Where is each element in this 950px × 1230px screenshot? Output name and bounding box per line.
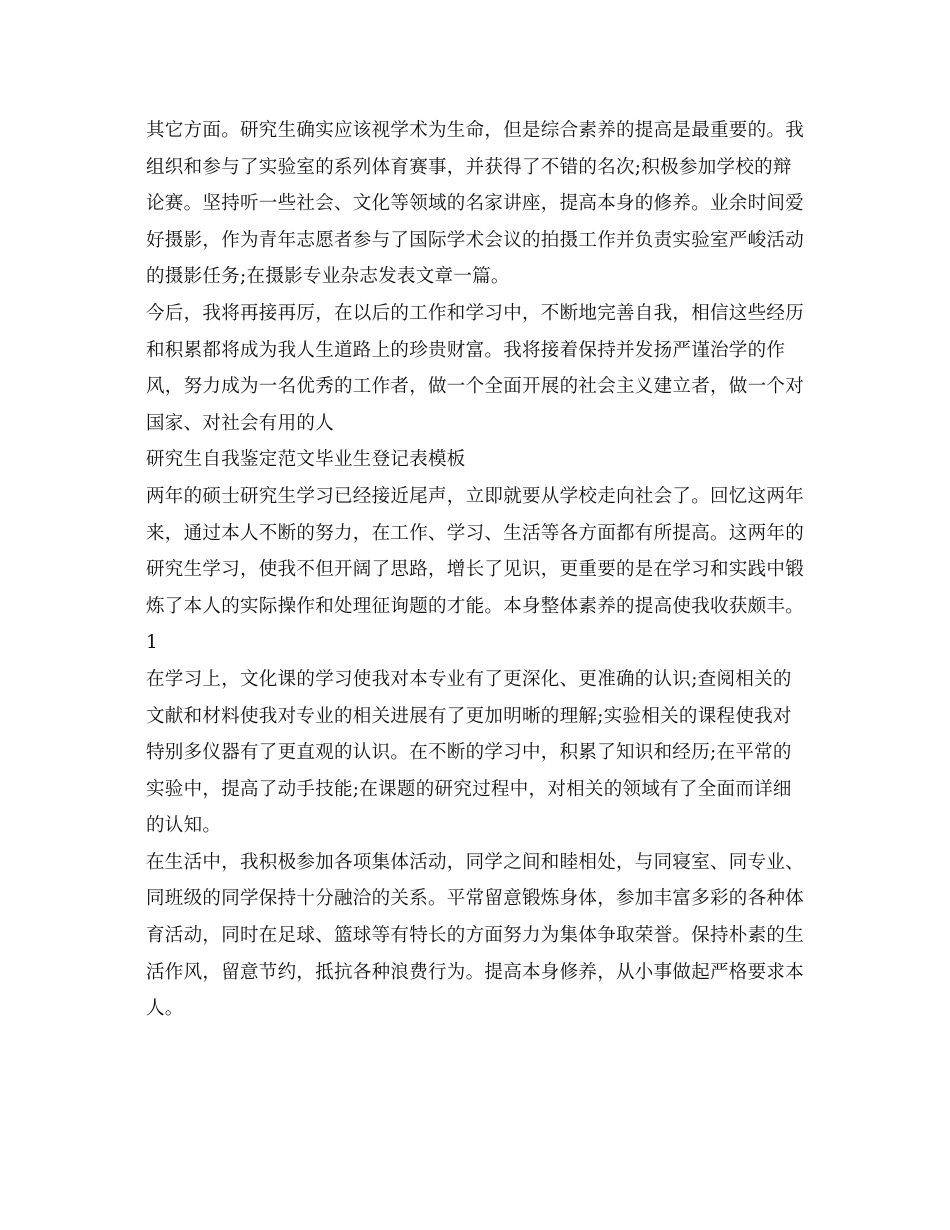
text-line: 在生活中，我积极参加各项集体活动，同学之间和睦相处，与同寝室、同专业、 bbox=[146, 851, 805, 873]
paragraph-study bbox=[146, 662, 804, 845]
text-line: 在学习上，文化课的学习使我对本专业有了更深化、更准确的认识;查阅相关的 bbox=[146, 668, 792, 690]
text-line: 人。 bbox=[146, 998, 184, 1020]
text-line: 特别多仪器有了更直观的认识。在不断的学习中，积累了知识和经历;在平常的 bbox=[146, 742, 792, 764]
text-line: 国家、对社会有用的人 bbox=[146, 412, 335, 434]
paragraph-life bbox=[146, 845, 804, 1028]
text-line: 好摄影，作为青年志愿者参与了国际学术会议的拍摄工作并负责实验室严峻活动 bbox=[146, 229, 805, 251]
section-heading: 研究生自我鉴定范文毕业生登记表模板 bbox=[146, 449, 466, 471]
paragraph-two-years bbox=[146, 479, 804, 625]
text-line: 的摄影任务;在摄影专业杂志发表文章一篇。 bbox=[146, 266, 510, 288]
text-line: 和积累都将成为我人生道路上的珍贵财富。我将接着保持并发扬严谨治学的作 bbox=[146, 339, 786, 361]
text-line: 实验中，提高了动手技能;在课题的研究过程中，对相关的领域有了全面而详细 bbox=[146, 778, 792, 800]
text-line: 其它方面。研究生确实应该视学术为生命，但是综合素养的提高是最重要的。我 bbox=[146, 120, 805, 141]
document-body bbox=[146, 113, 804, 1028]
text-line: 组织和参与了实验室的系列体育赛事，并获得了不错的名次;积极参加学校的辩 bbox=[146, 156, 792, 178]
text-line: 风，努力成为一名优秀的工作者，做一个全面开展的社会主义建立者，做一个对 bbox=[146, 376, 805, 398]
text-line: 活作风，留意节约，抵抗各种浪费行为。提高本身修养，从小事做起严格要求本 bbox=[146, 961, 805, 983]
text-line: 炼了本人的实际操作和处理征询题的才能。本身整体素养的提高使我收获颇丰。 bbox=[146, 595, 805, 617]
text-line: 今后，我将再接再厉，在以后的工作和学习中，不断地完善自我，相信这些经历 bbox=[146, 302, 805, 324]
text-line: 论赛。坚持听一些社会、文化等领域的名家讲座，提高本身的修养。业余时间爱 bbox=[146, 193, 805, 215]
text-line: 来，通过本人不断的努力，在工作、学习、生活等各方面都有所提高。这两年的 bbox=[146, 522, 805, 544]
text-line: 同班级的同学保持十分融洽的关系。平常留意锻炼身体，参加丰富多彩的各种体 bbox=[146, 888, 805, 910]
paragraph-other-aspects bbox=[146, 113, 804, 296]
page-number: 1 bbox=[146, 632, 159, 654]
text-line: 育活动，同时在足球、篮球等有特长的方面努力为集体争取荣誉。保持朴素的生 bbox=[146, 925, 805, 947]
text-line: 文献和材料使我对专业的相关进展有了更加明晰的理解;实验相关的课程使我对 bbox=[146, 705, 792, 727]
text-line: 的认知。 bbox=[146, 815, 222, 837]
text-line: 两年的硕士研究生学习已经接近尾声，立即就要从学校走向社会了。回忆这两年 bbox=[146, 485, 805, 507]
text-line: 研究生学习，使我不但开阔了思路，增长了见识，更重要的是在学习和实践中锻 bbox=[146, 559, 805, 581]
paragraph-future bbox=[146, 296, 804, 442]
